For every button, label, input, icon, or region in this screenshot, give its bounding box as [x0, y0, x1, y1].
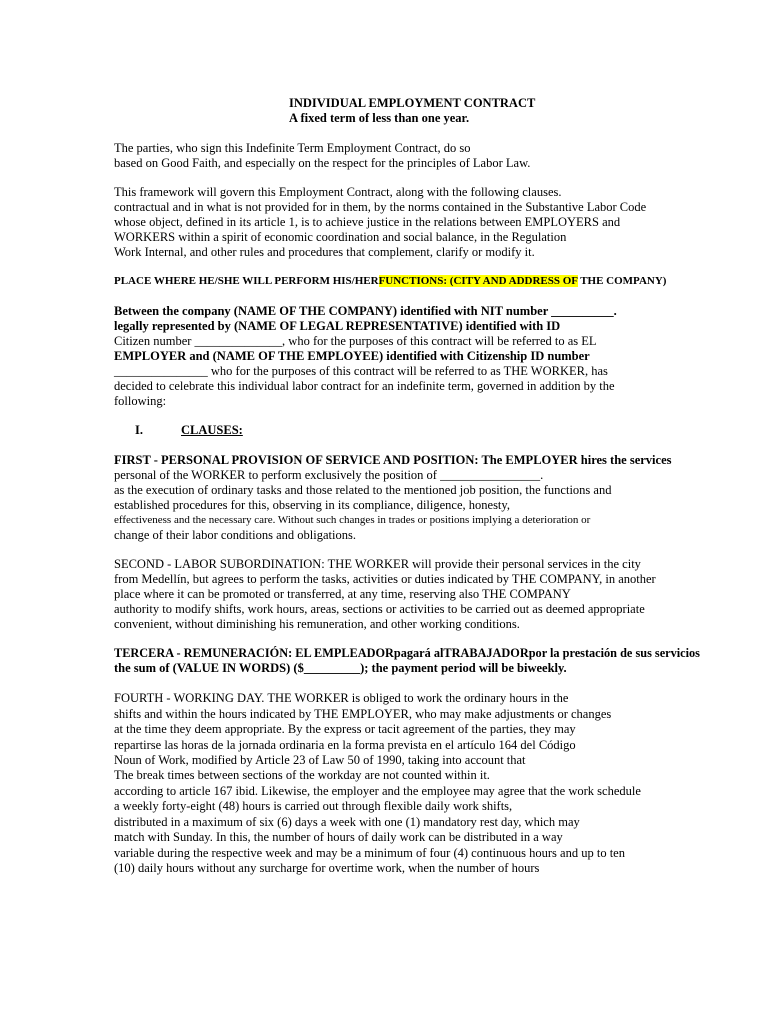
second-clause-line: convenient, without diminishing his remuneration, and other working conditions. [114, 617, 520, 631]
fourth-clause-line: match with Sunday. In this, the number of hours of daily work can be distributed in a way [114, 830, 563, 844]
document-subtitle: A fixed term of less than one year. [289, 111, 470, 125]
place-line-highlight: FUNCTIONS: (CITY AND ADDRESS OF [378, 275, 578, 287]
document-title: INDIVIDUAL EMPLOYMENT CONTRACT [289, 96, 536, 110]
framework-line: WORKERS within a spirit of economic coordination and social balance, in the Regulation [114, 230, 567, 244]
first-clause-line: change of their labor conditions and obligations. [114, 528, 356, 542]
fourth-clause-line: repartirse las horas de la jornada ordinaria en la forma prevista en el artículo 164 del Código [114, 738, 576, 752]
first-clause-line: personal of the WORKER to perform exclusively the position of ________________. [114, 468, 544, 482]
place-line [114, 274, 666, 289]
place-line-after: THE COMPANY) [580, 275, 667, 287]
first-clause-line: established procedures for this, observing in its compliance, diligence, honesty, [114, 498, 510, 512]
fourth-clause-line: variable during the respective week and may be a minimum of four (4) continuous hours and up to ten [114, 846, 625, 860]
third-clause-line: the sum of (VALUE IN WORDS) ($_________); the payment period will be biweekly. [114, 661, 567, 675]
between-line: decided to celebrate this individual labor contract for an indefinite term, governed in addition by the [114, 379, 615, 393]
second-clause-line: authority to modify shifts, work hours, areas, sections or activities to be carried out as deemed appropriate [114, 602, 645, 616]
framework-line: Work Internal, and other rules and procedures that complement, clarify or modify it. [114, 245, 535, 259]
intro-line: The parties, who sign this Indefinite Term Employment Contract, do so [114, 141, 471, 155]
fourth-clause-line: according to article 167 ibid. Likewise, the employer and the employee may agree that the work schedule [114, 784, 641, 798]
between-line: Citizen number ______________, who for the purposes of this contract will be referred to as EL [114, 334, 597, 348]
fourth-clause-line: at the time they deem appropriate. By the express or tacit agreement of the parties, they may [114, 722, 576, 736]
intro-line: based on Good Faith, and especially on the respect for the principles of Labor Law. [114, 156, 531, 170]
first-clause-line: FIRST - PERSONAL PROVISION OF SERVICE AND POSITION: The EMPLOYER hires the services [114, 453, 672, 467]
framework-line: contractual and in what is not provided for in them, by the norms contained in the Substantive Labor Code [114, 200, 647, 214]
first-clause-line: as the execution of ordinary tasks and those related to the mentioned job position, the functions and [114, 483, 612, 497]
between-line: following: [114, 394, 167, 408]
fourth-clause-line: a weekly forty-eight (48) hours is carried out through flexible daily work shifts, [114, 799, 513, 813]
third-clause-line: TERCERA - REMUNERACIÓN: EL EMPLEADORpagará alTRABAJADORpor la prestación de sus servicios [114, 646, 700, 660]
fourth-clause-line: (10) daily hours without any surcharge for overtime work, when the number of hours [114, 861, 540, 875]
second-clause-line: from Medellín, but agrees to perform the tasks, activities or duties indicated by THE COMPANY, in another [114, 572, 656, 586]
fourth-clause-line: Noun of Work, modified by Article 23 of Law 50 of 1990, taking into account that [114, 753, 526, 767]
fourth-clause-line: The break times between sections of the workday are not counted within it. [114, 768, 490, 782]
between-line: Between the company (NAME OF THE COMPANY) identified with NIT number __________. [114, 304, 617, 318]
clauses-numeral: I. [135, 423, 143, 437]
framework-line: whose object, defined in its article 1, is to achieve justice in the relations between EMPLOYERS and [114, 215, 621, 229]
fourth-clause-line: distributed in a maximum of six (6) days a week with one (1) mandatory rest day, which may [114, 815, 580, 829]
second-clause-line: SECOND - LABOR SUBORDINATION: THE WORKER will provide their personal services in the city [114, 557, 641, 571]
between-line: legally represented by (NAME OF LEGAL REPRESENTATIVE) identified with ID [114, 319, 561, 333]
between-line: _______________ who for the purposes of this contract will be referred to as THE WORKER, has [114, 364, 608, 378]
first-clause-line: effectiveness and the necessary care. Without such changes in trades or positions implying a deterioration or [114, 514, 591, 526]
between-line: EMPLOYER and (NAME OF THE EMPLOYEE) identified with Citizenship ID number [114, 349, 590, 363]
clauses-heading: CLAUSES: [181, 423, 243, 437]
fourth-clause-line: FOURTH - WORKING DAY. THE WORKER is obliged to work the ordinary hours in the [114, 691, 569, 705]
fourth-clause-line: shifts and within the hours indicated by THE EMPLOYER, who may make adjustments or changes [114, 707, 612, 721]
framework-line: This framework will govern this Employment Contract, along with the following clauses. [114, 185, 562, 199]
second-clause-line: place where it can be promoted or transferred, at any time, reserving also THE COMPANY [114, 587, 571, 601]
place-line-before: PLACE WHERE HE/SHE WILL PERFORM HIS/HER [114, 275, 379, 287]
